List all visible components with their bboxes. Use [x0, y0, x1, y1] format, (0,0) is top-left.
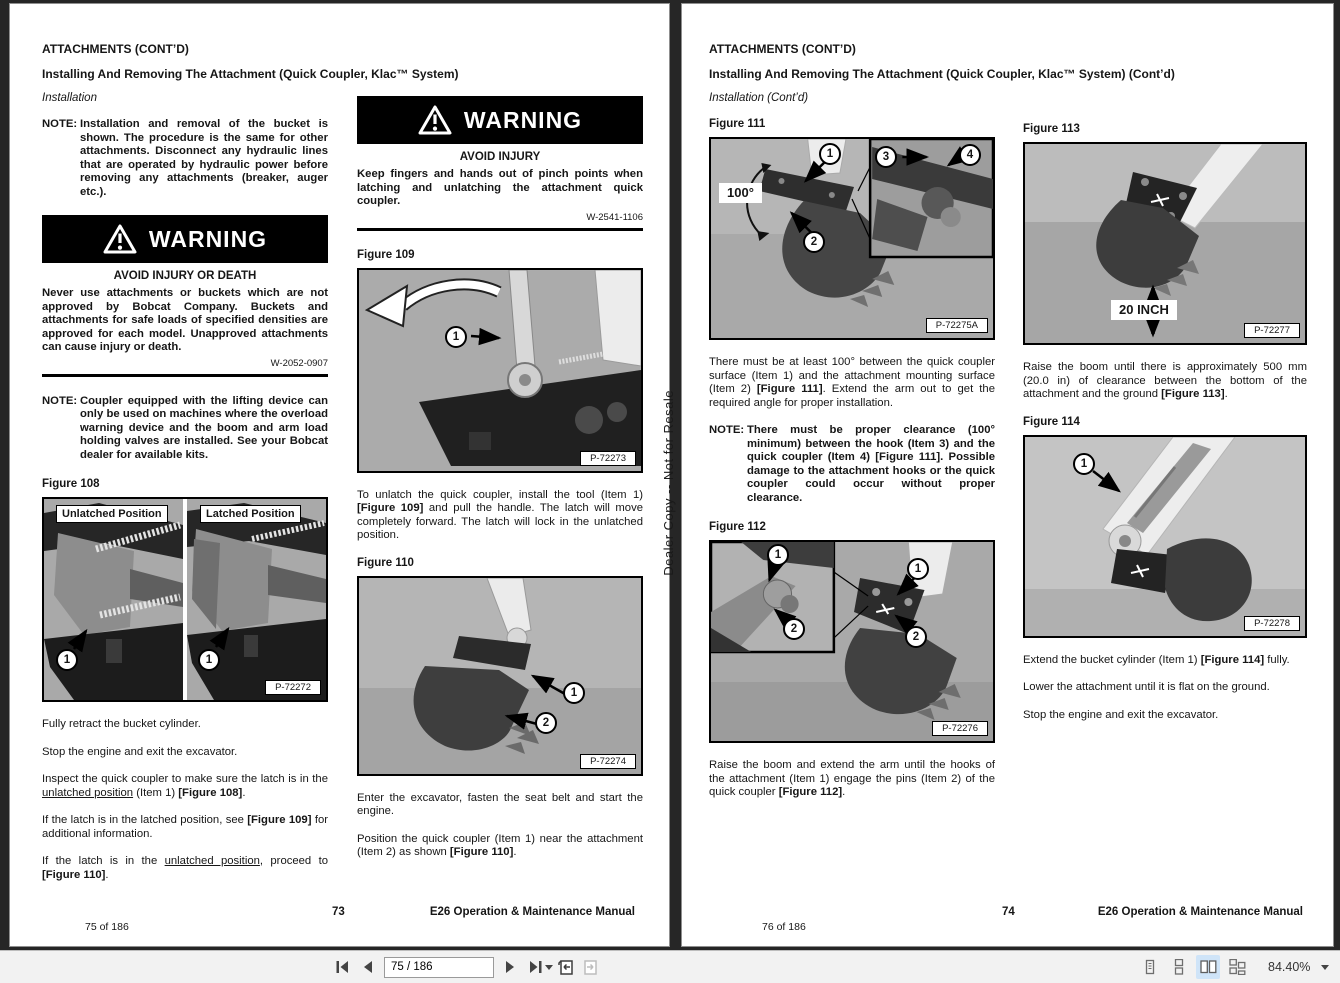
distance-label: 20 INCH — [1111, 300, 1177, 320]
note-block — [42, 395, 328, 463]
zoom-level: 84.40% — [1268, 960, 1311, 974]
callout-1: 1 — [767, 544, 789, 566]
callout-2: 2 — [905, 626, 927, 648]
text-run: [Figure 110] — [42, 868, 106, 881]
note-label: NOTE: — [42, 394, 78, 407]
photo-id: P-72274 — [580, 754, 636, 769]
previous-view-button[interactable] — [557, 957, 575, 977]
figure-110-title: Figure 110 — [357, 556, 414, 569]
two-page-continuous-layout-button[interactable] — [1225, 955, 1249, 979]
text-run: . — [1224, 388, 1228, 400]
note-text: There must be proper clearance (100° minimum) between the hook (Item 3) and the quick coupler (Item 4) [Figure 111]. Possible damage to the attachment hooks or the quick coupler could occur without proper clearance. — [747, 424, 995, 504]
photo-id: P-72273 — [580, 451, 636, 466]
text-run: Inspect the quick coupler to make sure the latch is in the — [42, 773, 328, 785]
paragraph — [709, 356, 995, 410]
photo-id: P-72272 — [265, 680, 321, 695]
text-run: Raise the boom until there is approximately 500 mm (20.0 in) of clearance between the bottom of the attachment and the ground — [1023, 361, 1307, 400]
two-page-layout-button[interactable] — [1196, 955, 1220, 979]
text-run: If the latch is in the — [42, 855, 165, 867]
warning-box — [42, 215, 328, 377]
text-run: fully. — [1264, 653, 1290, 666]
view-controls — [1138, 951, 1340, 983]
figure-108-caption-unlatched: Unlatched Position — [56, 505, 168, 523]
photo-id: P-72275A — [926, 318, 988, 333]
photo-id: P-72276 — [932, 721, 988, 736]
right-page-column-1 — [709, 92, 995, 814]
sheet-number: 76 of 186 — [762, 921, 806, 933]
paragraph — [42, 814, 328, 841]
subsection-heading: Installation — [42, 92, 97, 104]
note-text: Installation and removal of the bucket is shown. The procedure is the same for other attachments. Disconnect any hydraulic lines that are operated by hydraulic power before removing any attachments (breaker, auger etc.). — [80, 118, 328, 198]
text-run: and pull the handle. The latch will move completely forward. The latch will lock in the unlatched position. — [357, 502, 643, 541]
topic-heading: Installing And Removing The Attachment (Quick Coupler, Klac™ System) — [42, 67, 459, 81]
figure-108-caption-latched: Latched Position — [200, 505, 301, 523]
paragraph — [42, 773, 328, 800]
paragraph — [357, 833, 643, 860]
callout-1: 1 — [563, 682, 585, 704]
printed-page-number: 74 — [1002, 906, 1015, 918]
last-page-button[interactable] — [526, 957, 544, 977]
text-run: Position the quick coupler (Item 1) near the attachment (Item 2) as shown — [357, 832, 643, 858]
text-run: [Figure 110] — [449, 846, 514, 858]
section-heading: ATTACHMENTS (CONT’D) — [42, 42, 189, 56]
right-page-column-2 — [1023, 119, 1307, 736]
figure-111-photo — [709, 137, 995, 340]
next-page-button[interactable] — [501, 957, 519, 977]
manual-title: E26 Operation & Maintenance Manual — [429, 906, 635, 918]
note-block — [42, 118, 328, 199]
paragraph — [42, 855, 328, 882]
single-page-layout-button[interactable] — [1138, 955, 1162, 979]
warning-subtitle: AVOID INJURY OR DEATH — [113, 270, 257, 282]
text-run: . Extend the arm out to get the required angle for proper installation. — [709, 383, 995, 409]
topic-heading: Installing And Removing The Attachment (Quick Coupler, Klac™ System) (Cont’d) — [709, 67, 1175, 81]
figure-109-title: Figure 109 — [357, 248, 415, 261]
text-run: Extend the bucket cylinder (Item 1) — [1023, 653, 1201, 666]
page-74 — [681, 3, 1334, 947]
dealer-copy-watermark: Dealer Copy -- Not for Resale — [661, 390, 676, 576]
callout-1: 1 — [907, 558, 929, 580]
text-run: [Figure 109] — [357, 502, 424, 514]
warning-banner — [357, 96, 643, 144]
subsection-heading: Installation (Cont’d) — [709, 92, 809, 104]
text-run: unlatched position — [164, 855, 260, 867]
text-run: [Figure 114] — [1200, 653, 1265, 666]
warning-banner — [42, 215, 328, 263]
figure-113-title: Figure 113 — [1023, 123, 1080, 135]
text-run: [Figure 109] — [247, 814, 312, 826]
paragraph: Stop the engine and exit the excavator. — [1023, 708, 1219, 721]
section-heading: ATTACHMENTS (CONT’D) — [709, 42, 856, 56]
figure-114-art — [1025, 437, 1305, 636]
callout-1: 1 — [819, 143, 841, 165]
text-run: Raise the boom and extend the arm until the hooks of the attachment (Item 1) engage the pins (Item 2) of the quick coupler — [709, 759, 995, 798]
callout-1: 1 — [198, 649, 220, 671]
chevron-down-icon[interactable] — [1321, 965, 1329, 970]
figure-112-title: Figure 112 — [709, 521, 766, 533]
warning-triangle-icon — [103, 224, 137, 254]
figure-108-photo — [42, 497, 328, 702]
note-label: NOTE: — [709, 424, 745, 436]
callout-2: 2 — [783, 618, 805, 640]
paragraph — [709, 759, 995, 800]
text-run: (Item 1) — [133, 786, 179, 799]
figure-110-art — [359, 578, 641, 774]
text-run: [Figure 108] — [178, 786, 243, 799]
paragraph: Fully retract the bucket cylinder. — [42, 718, 201, 730]
callout-2: 2 — [535, 712, 557, 734]
page-navigation — [334, 951, 600, 983]
callout-1: 1 — [1073, 453, 1095, 475]
figure-113-photo — [1023, 142, 1307, 345]
manual-title: E26 Operation & Maintenance Manual — [1097, 906, 1303, 918]
photo-id: P-72277 — [1244, 323, 1300, 338]
photo-id: P-72278 — [1244, 616, 1300, 631]
previous-page-button[interactable] — [359, 957, 377, 977]
page-73 — [9, 3, 676, 947]
callout-1: 1 — [445, 326, 467, 348]
angle-label: 100° — [719, 183, 762, 203]
text-run: . — [513, 846, 517, 858]
next-view-button[interactable] — [582, 957, 600, 977]
text-run: [Figure 113] — [1161, 388, 1225, 400]
warning-box — [357, 96, 643, 231]
figure-114-title: Figure 114 — [1023, 415, 1080, 428]
callout-4: 4 — [959, 144, 981, 166]
continuous-layout-button[interactable] — [1167, 955, 1191, 979]
note-label: NOTE: — [42, 118, 78, 130]
figure-109-photo — [357, 268, 643, 473]
figure-109-art — [359, 270, 641, 471]
figure-112-photo — [709, 540, 995, 743]
warning-code: W-2541-1106 — [586, 211, 643, 223]
warning-subtitle: AVOID INJURY — [459, 151, 541, 163]
paragraph — [357, 489, 643, 543]
figure-111-art — [711, 139, 993, 338]
warning-title: WARNING — [463, 106, 583, 133]
paragraph: Enter the excavator, fasten the seat belt and start the engine. — [357, 791, 643, 817]
callout-1: 1 — [56, 649, 78, 671]
warning-code: W-2052-0907 — [270, 357, 328, 369]
first-page-button[interactable] — [334, 957, 352, 977]
figure-111-title: Figure 111 — [709, 118, 766, 130]
warning-title: WARNING — [148, 225, 268, 252]
paragraph: Lower the attachment until it is flat on the ground. — [1023, 681, 1270, 693]
viewer-toolbar — [0, 950, 1340, 983]
printed-page-number: 73 — [332, 906, 345, 918]
note-text: Coupler equipped with the lifting device can only be used on machines where the overload warning device and the boom and arm load holding valves are installed. See your Bobcat dealer for available kits. — [80, 394, 328, 461]
text-run: . — [242, 786, 246, 799]
text-run: [Figure 111] — [756, 383, 823, 395]
text-run: . — [842, 786, 846, 798]
paragraph — [1023, 361, 1307, 402]
figure-110-photo — [357, 576, 643, 776]
text-run: , proceed to — [259, 855, 328, 867]
callout-2: 2 — [803, 231, 825, 253]
text-run: If the latch is in the latched position, see — [42, 814, 248, 826]
text-run: unlatched position — [42, 786, 134, 799]
text-run: To unlatch the quick coupler, install the tool (Item 1) — [357, 488, 643, 501]
figure-108-art — [44, 499, 326, 700]
warning-body: Keep fingers and hands out of pinch points when latching and unlatching the attachment quick coupler. — [357, 168, 643, 207]
warning-body: Never use attachments or buckets which are not approved by Bobcat Company. Buckets and attachments for safe loads of specified densities are approved for each model. Unapproved attachments can cause injury or death. — [42, 287, 328, 353]
chevron-down-icon[interactable] — [545, 965, 553, 970]
text-run: There must be at least 100° between the quick coupler surface (Item 1) and the attachment mounting surface (Item 2) — [709, 356, 995, 395]
text-run: . — [105, 868, 109, 881]
text-run: for additional information. — [42, 814, 329, 840]
callout-3: 3 — [875, 146, 897, 168]
sheet-number: 75 of 186 — [85, 921, 129, 933]
page-number-combobox[interactable] — [384, 957, 494, 978]
paragraph: Stop the engine and exit the excavator. — [42, 745, 238, 758]
left-page-column-1 — [42, 92, 328, 896]
warning-triangle-icon — [418, 105, 452, 135]
left-page-column-2 — [357, 96, 643, 874]
paragraph — [1023, 654, 1307, 668]
note-block — [709, 424, 995, 505]
figure-108-title: Figure 108 — [42, 478, 100, 490]
figure-112-art — [711, 542, 993, 741]
page-number-input[interactable] — [385, 961, 545, 973]
text-run: [Figure 112] — [778, 786, 843, 798]
figure-114-photo — [1023, 435, 1307, 638]
